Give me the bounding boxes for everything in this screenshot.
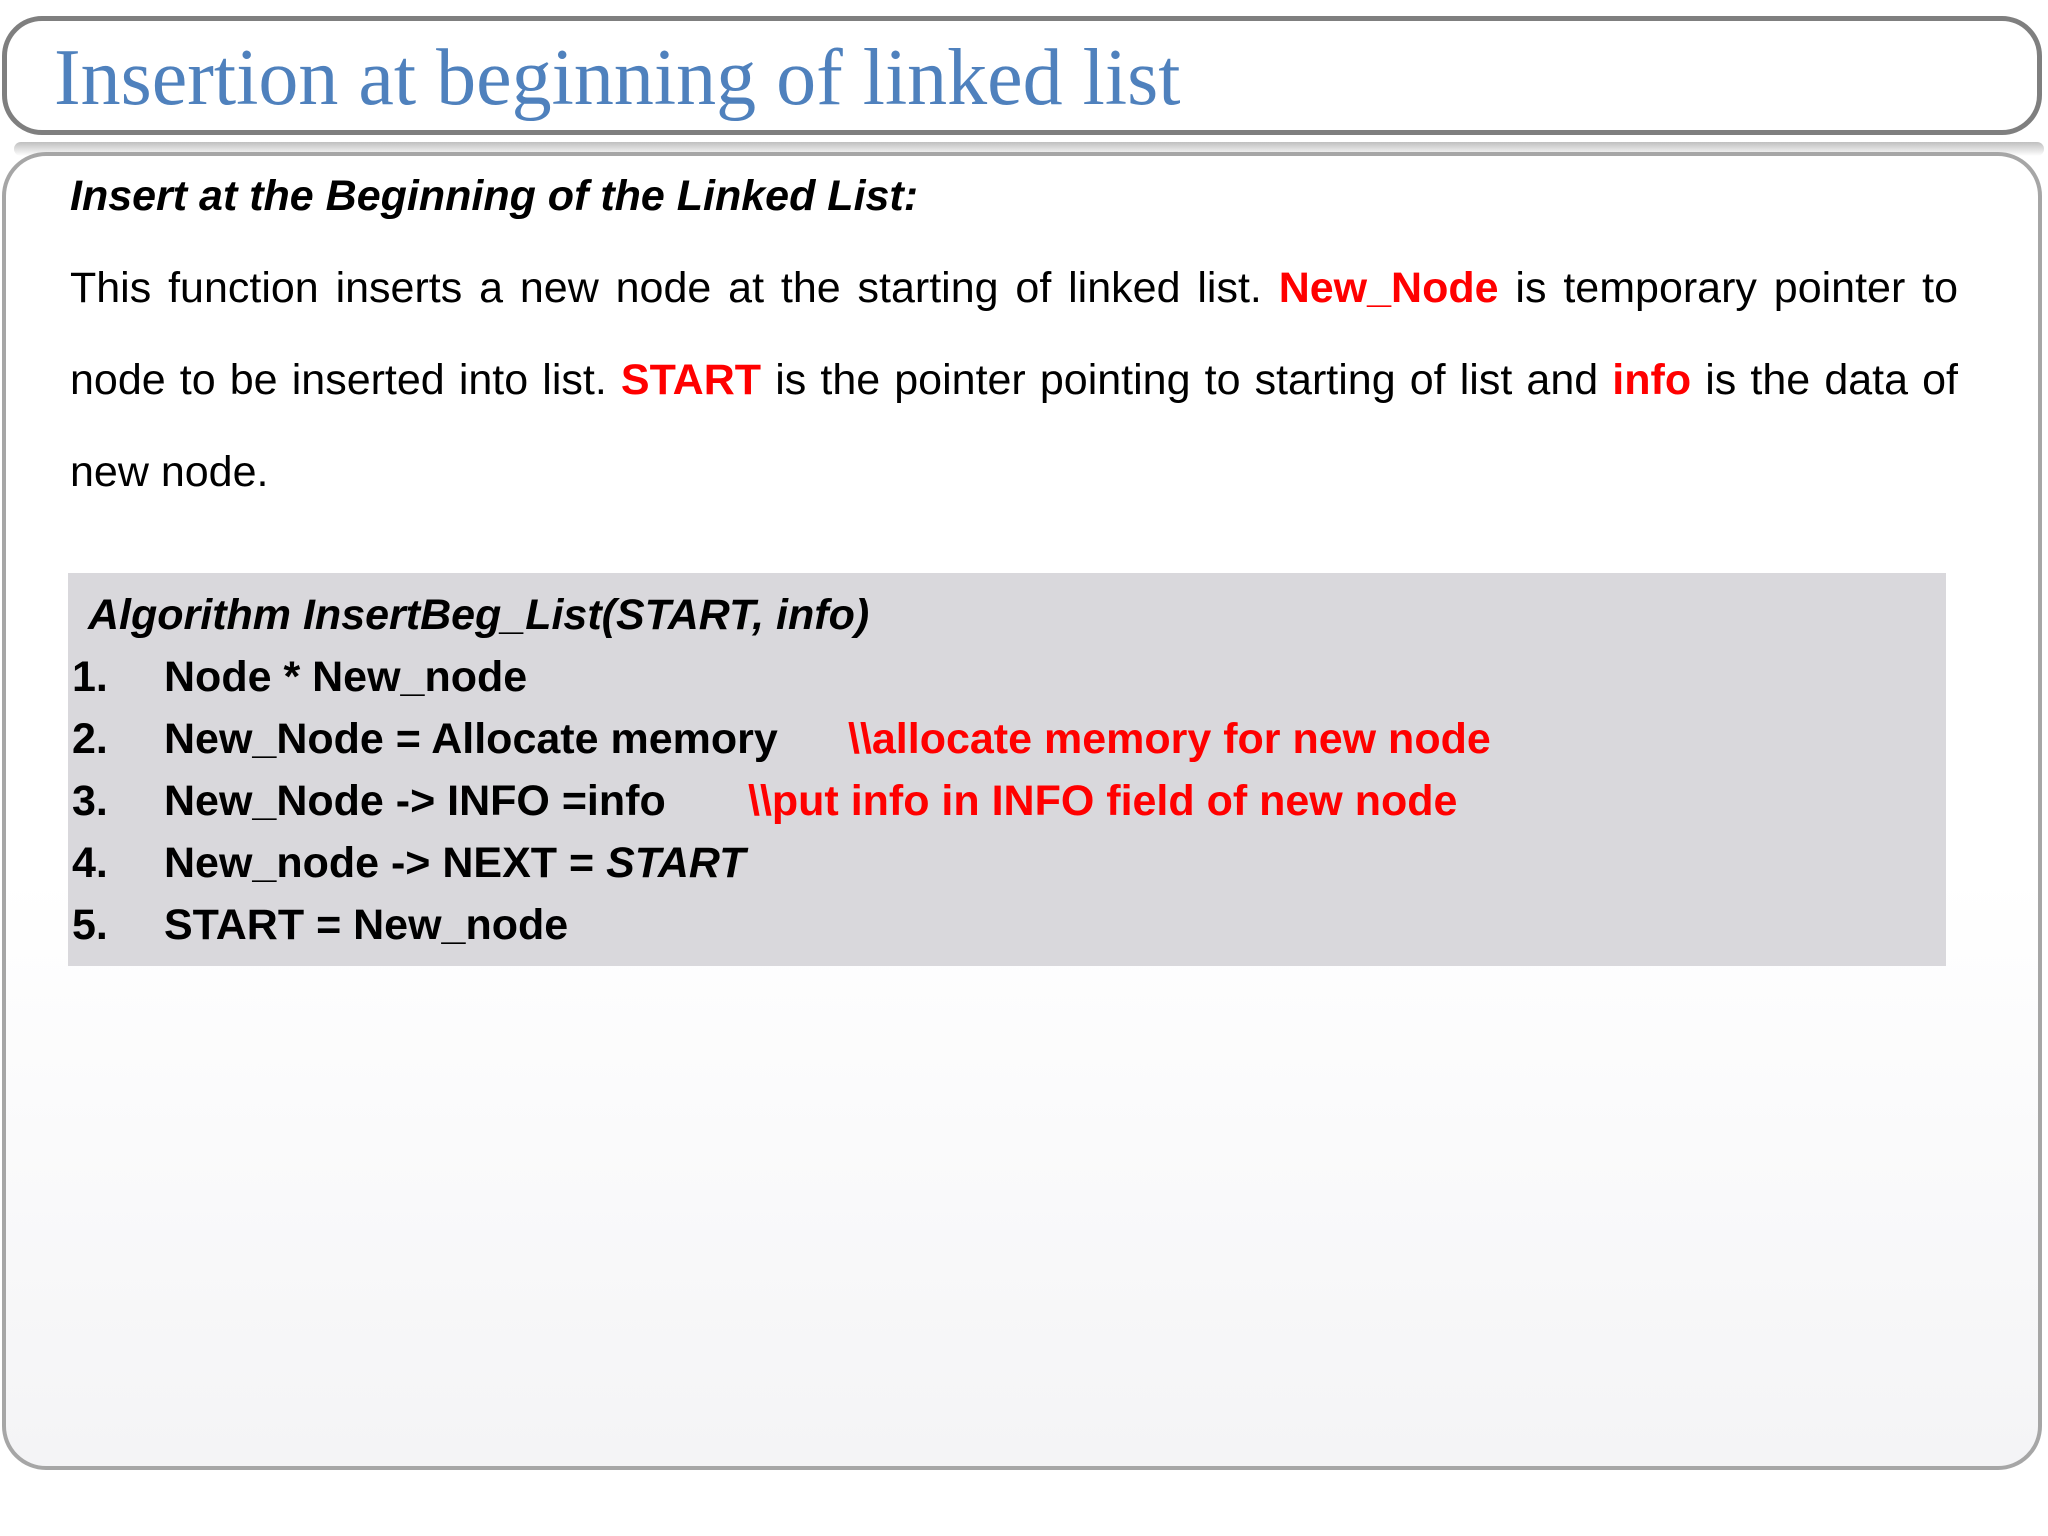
section-heading: Insert at the Beginning of the Linked List: [70, 172, 919, 220]
step-code-italic: START [606, 839, 746, 887]
algorithm-title: Algorithm InsertBeg_List(START, info) [88, 591, 870, 639]
step-code: New_Node = Allocate memory [164, 715, 778, 763]
term-new-node: New_Node [1278, 264, 1499, 312]
step-number: 2. [72, 715, 108, 763]
paragraph-text-3: is the pointer pointing to starting of list and [761, 356, 1613, 404]
step-code: Node * New_node [164, 653, 528, 701]
step-code [164, 832, 745, 894]
paragraph-text-1: This function inserts a new node at the starting of linked list. [70, 264, 1279, 312]
paragraph-text-2: is temporary pointer to node to be inserted into list. [70, 264, 1958, 404]
term-info: info [1612, 356, 1692, 404]
step-code-text: New_node -> NEXT = [164, 839, 607, 887]
step-code: START = New_node [164, 901, 569, 949]
step-comment: \\allocate memory for new node [848, 715, 1491, 763]
step-code: New_Node -> INFO =info [164, 777, 666, 825]
step-comment: \\put info in INFO field of new node [748, 777, 1458, 825]
step-number: 5. [72, 901, 108, 949]
step-number: 1. [72, 653, 108, 701]
slide-title: Insertion at beginning of linked list [54, 34, 1181, 122]
description-paragraph [70, 242, 1958, 518]
step-number: 4. [72, 839, 108, 887]
paragraph-text-4: is the data of new node. [70, 356, 1958, 496]
step-number: 3. [72, 777, 108, 825]
term-start: START [620, 356, 762, 404]
